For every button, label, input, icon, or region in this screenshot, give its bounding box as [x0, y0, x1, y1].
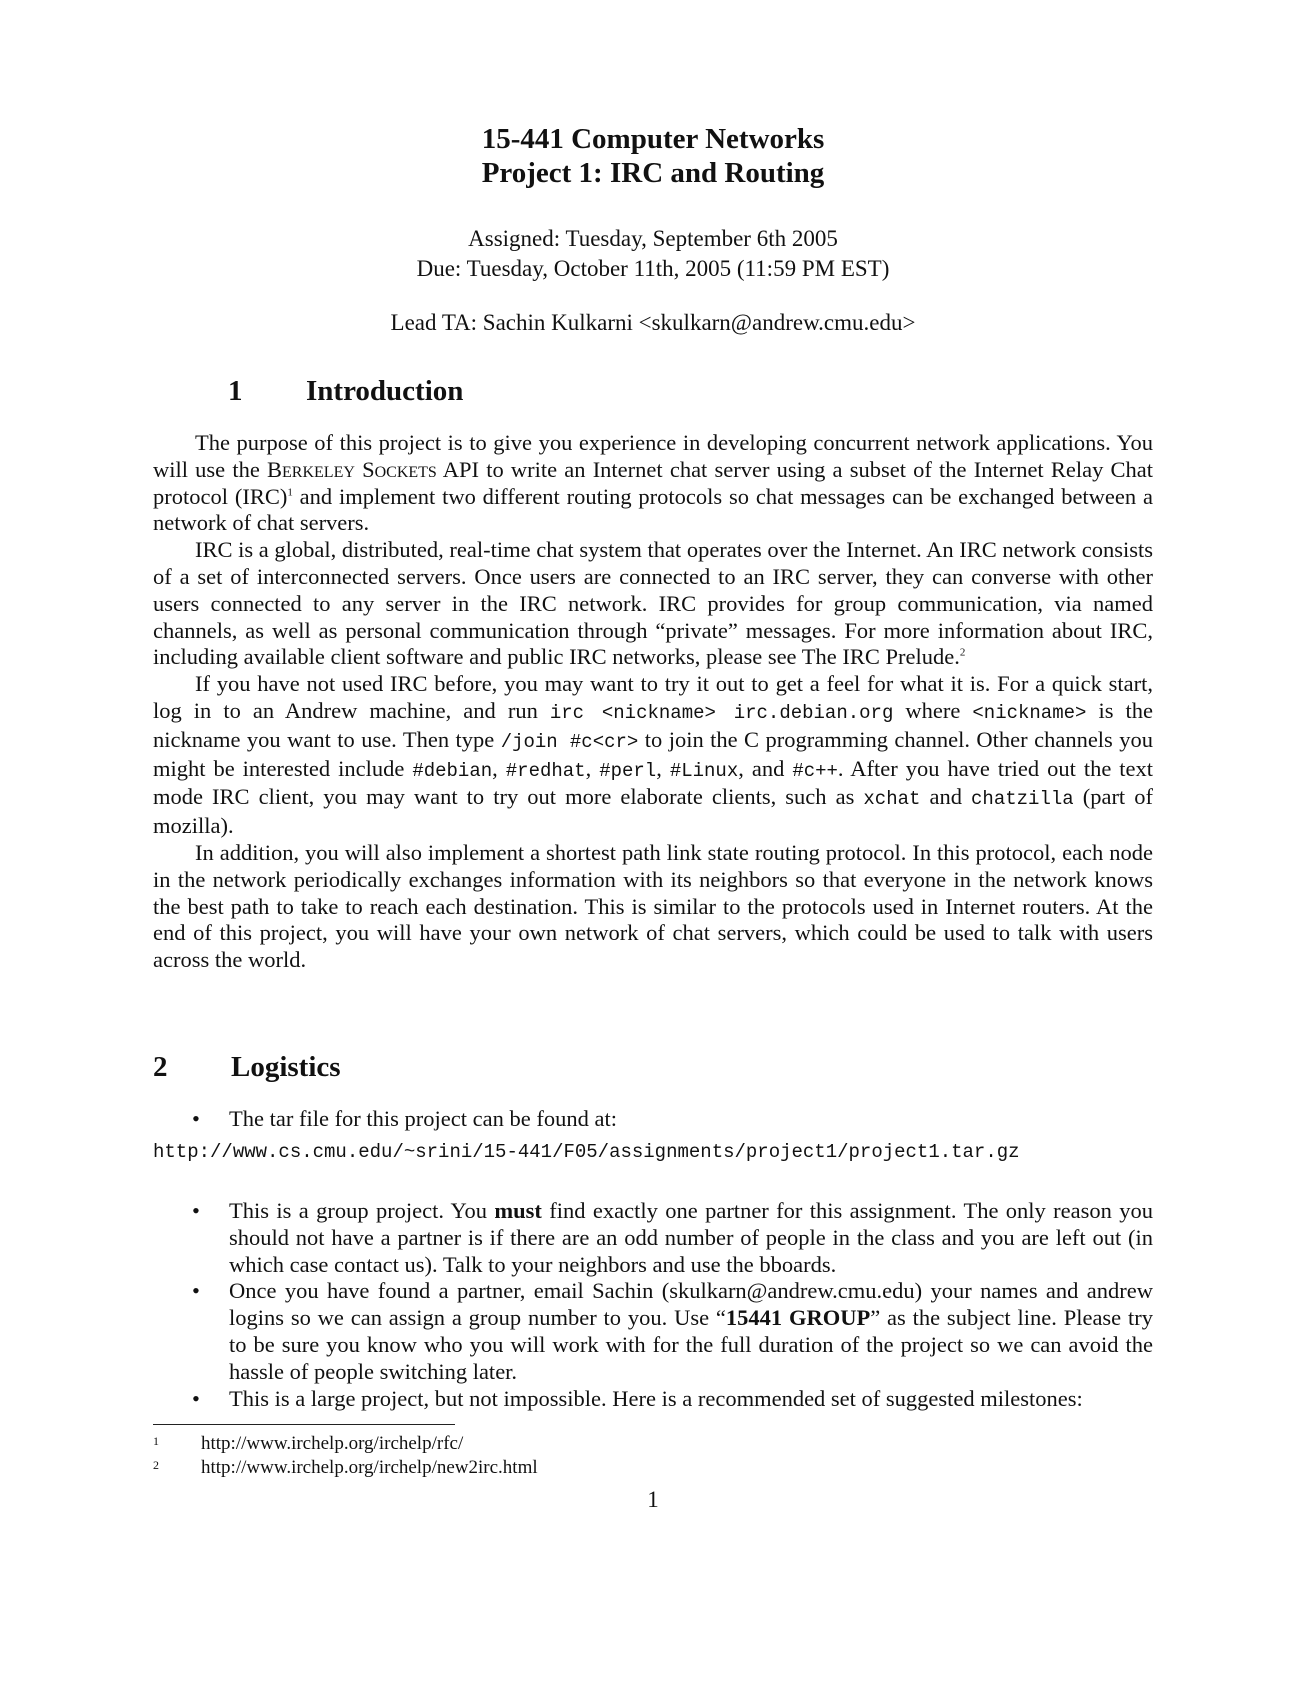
bullet-icon: •	[192, 1106, 200, 1131]
lead-ta: Lead TA: Sachin Kulkarni <skulkarn@andrew.cmu.edu>	[390, 310, 916, 335]
bullet-icon: •	[192, 1198, 200, 1223]
bullet-icon: •	[192, 1278, 200, 1304]
inline-code: #perl	[599, 759, 657, 782]
api-name: Berkeley Sockets	[267, 456, 437, 482]
inline-code: chatzilla	[971, 788, 1074, 811]
logistics-list	[153, 1198, 1153, 1412]
footnote-ref: 1	[287, 486, 293, 499]
inline-code: #redhat	[505, 759, 586, 782]
document-title	[0, 122, 1306, 190]
section-number: 2	[153, 1051, 168, 1083]
footnote-1: 1 http://www.irchelp.org/irchelp/rfc/	[153, 1433, 464, 1454]
list-item: • This is a large project, but not impossible. Here is a recommended set of suggested milestones:	[192, 1385, 1083, 1411]
footnote-divider	[153, 1424, 455, 1425]
footnote-link[interactable]: http://www.irchelp.org/irchelp/rfc/	[201, 1433, 464, 1454]
dates-block	[0, 224, 1306, 284]
assigned-date: Assigned: Tuesday, September 6th 2005	[468, 226, 838, 251]
inline-code: <nickname>	[972, 701, 1087, 724]
footnotes	[153, 1432, 538, 1480]
section-heading-logistics	[153, 1050, 341, 1084]
footnote-ref: 2	[959, 646, 966, 659]
section-title: Logistics	[231, 1051, 341, 1083]
inline-code: #Linux	[669, 759, 739, 782]
due-date: Due: Tuesday, October 11th, 2005 (11:59 PM EST)	[416, 256, 890, 281]
inline-code: irc <nickname> irc.debian.org	[549, 701, 894, 724]
inline-code: /join #c<cr>	[500, 730, 639, 753]
intro-paragraph-2: IRC is a global, distributed, real-time chat system that operates over the Internet. An IRC network consists of a set of interconnected servers. Once users are connected to an IRC server, they can converse with other users connected to any server in the IRC network. IRC provides for group communication, via named channels, as well as personal communication through “private” messages. For more information about IRC, including available client software and public IRC networks, please see The IRC Prelude.$^2$	[153, 537, 1153, 670]
list-item: • This is a group project. You must find exactly one partner for this assignment. The only reason you should not have a partner is if there are an odd number of people in the class and you are left out (in which case contact us). Talk to your neighbors and use the bboards.	[192, 1198, 1153, 1277]
logistics-list-top	[153, 1106, 1153, 1133]
list-item: • Once you have found a partner, email Sachin (skulkarn@andrew.cmu.edu) your names and andrew logins so we can assign a group number to you. Use “15441 GROUP” as the subject line. Please try to be sure you know who you will work with for the full duration of the project so we can avoid the hassle of people switching later.	[192, 1278, 1153, 1384]
section-title: Introduction	[306, 375, 464, 407]
footnote-2: 2 http://www.irchelp.org/irchelp/new2irc.html	[153, 1457, 538, 1478]
inline-code: xchat	[863, 788, 921, 811]
project-title: Project 1: IRC and Routing	[481, 157, 825, 189]
inline-code: #c++	[792, 759, 838, 782]
inline-code: #debian	[412, 759, 493, 782]
section-number: 1	[228, 375, 243, 407]
intro-paragraph-1: The purpose of this project is to give you experience in developing concurrent network applications. You will use the Berkeley Sockets API to write an Internet chat server using a subset of the Internet Relay Chat protocol (IRC)$^1$ and implement two different routing protocols so chat messages can be exchanged between a network of chat servers.	[153, 430, 1154, 536]
footnote-link[interactable]: http://www.irchelp.org/irchelp/new2irc.html	[201, 1457, 538, 1478]
list-item: • The tar file for this project can be found at:	[192, 1106, 617, 1131]
intro-paragraph-3: If you have not used IRC before, you may want to try it out to get a feel for what it is. For a quick start, log in to an Andrew machine, and run irc <nickname> irc.debian.org where <nickname> is the nickname you want to use. Then type /join #c<cr> to join the C programming channel. Other channels you might be interested include #debian, #redhat, #perl, #Linux, and #c++. After you have tried out the text mode IRC client, you may want to try out more elaborate clients, such as xchat and chatzilla (part of mozilla).	[153, 671, 1154, 839]
bullet-icon: •	[192, 1385, 200, 1411]
page-number: 1	[647, 1487, 659, 1512]
project-tar-url[interactable]: http://www.cs.cmu.edu/~srini/15-441/F05/assignments/project1/project1.tar.gz	[153, 1141, 1020, 1163]
course-title: 15-441 Computer Networks	[481, 123, 825, 155]
section-heading-introduction	[228, 374, 463, 408]
introduction-body	[153, 430, 1153, 974]
intro-paragraph-4: In addition, you will also implement a shortest path link state routing protocol. In this protocol, each node in the network periodically exchanges information with its neighbors so that everyone in the network knows the best path to take to reach each destination. This is similar to the protocols used in Internet routers. At the end of this project, you will have your own network of chat servers, which could be used to talk with users across the world.	[153, 839, 1153, 973]
